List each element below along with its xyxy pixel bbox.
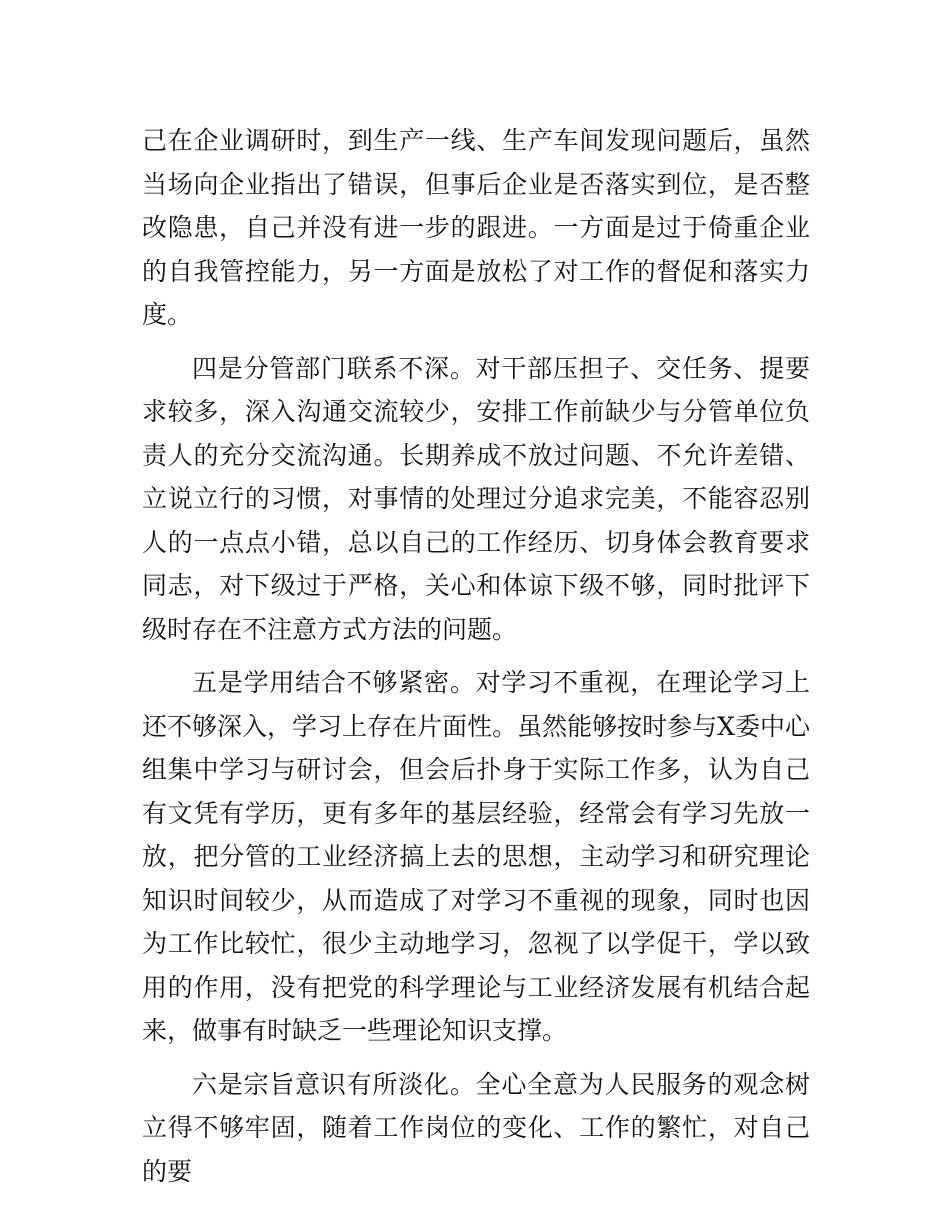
- paragraph-item-four: 四是分管部门联系不深。对干部压担子、交任务、提要求较多，深入沟通交流较少，安排工作前缺少与分管单位负责人的充分交流沟通。长期养成不放过问题、不允许差错、立说立行的习惯，对事情的处理过分追求完美，不能容忍别人的一点点小错，总以自己的工作经历、切身体会教育要求同志，对下级过于严格，关心和体谅下级不够，同时批评下级时存在不注意方式方法的问题。: [142, 353, 810, 644]
- document-body: [142, 119, 810, 1193]
- paragraph-continued: 己在企业调研时，到生产一线、生产车间发现问题后，虽然当场向企业指出了错误，但事后企业是否落实到位，是否整改隐患，自己并没有进一步的跟进。一方面是过于倚重企业的自我管控能力，另一方面是放松了对工作的督促和落实力度。: [142, 126, 810, 329]
- paragraph-item-six: 六是宗旨意识有所淡化。全心全意为人民服务的观念树立得不够牢固，随着工作岗位的变化、工作的繁忙，对自己的要: [142, 1069, 810, 1186]
- paragraph-item-five: 五是学用结合不够紧密。对学习不重视，在理论学习上还不够深入，学习上存在片面性。虽然能够按时参与X委中心组集中学习与研讨会，但会后扑身于实际工作多，认为自己有文凭有学历，更有多年的基层经验，经常会有学习先放一放，把分管的工业经济搞上去的思想，主动学习和研究理论知识时间较少，从而造成了对学习不重视的现象，同时也因为工作比较忙，很少主动地学习，忽视了以学促干，学以致用的作用，没有把党的科学理论与工业经济发展有机结合起来，做事有时缺乏一些理论知识支撑。: [142, 668, 810, 1045]
